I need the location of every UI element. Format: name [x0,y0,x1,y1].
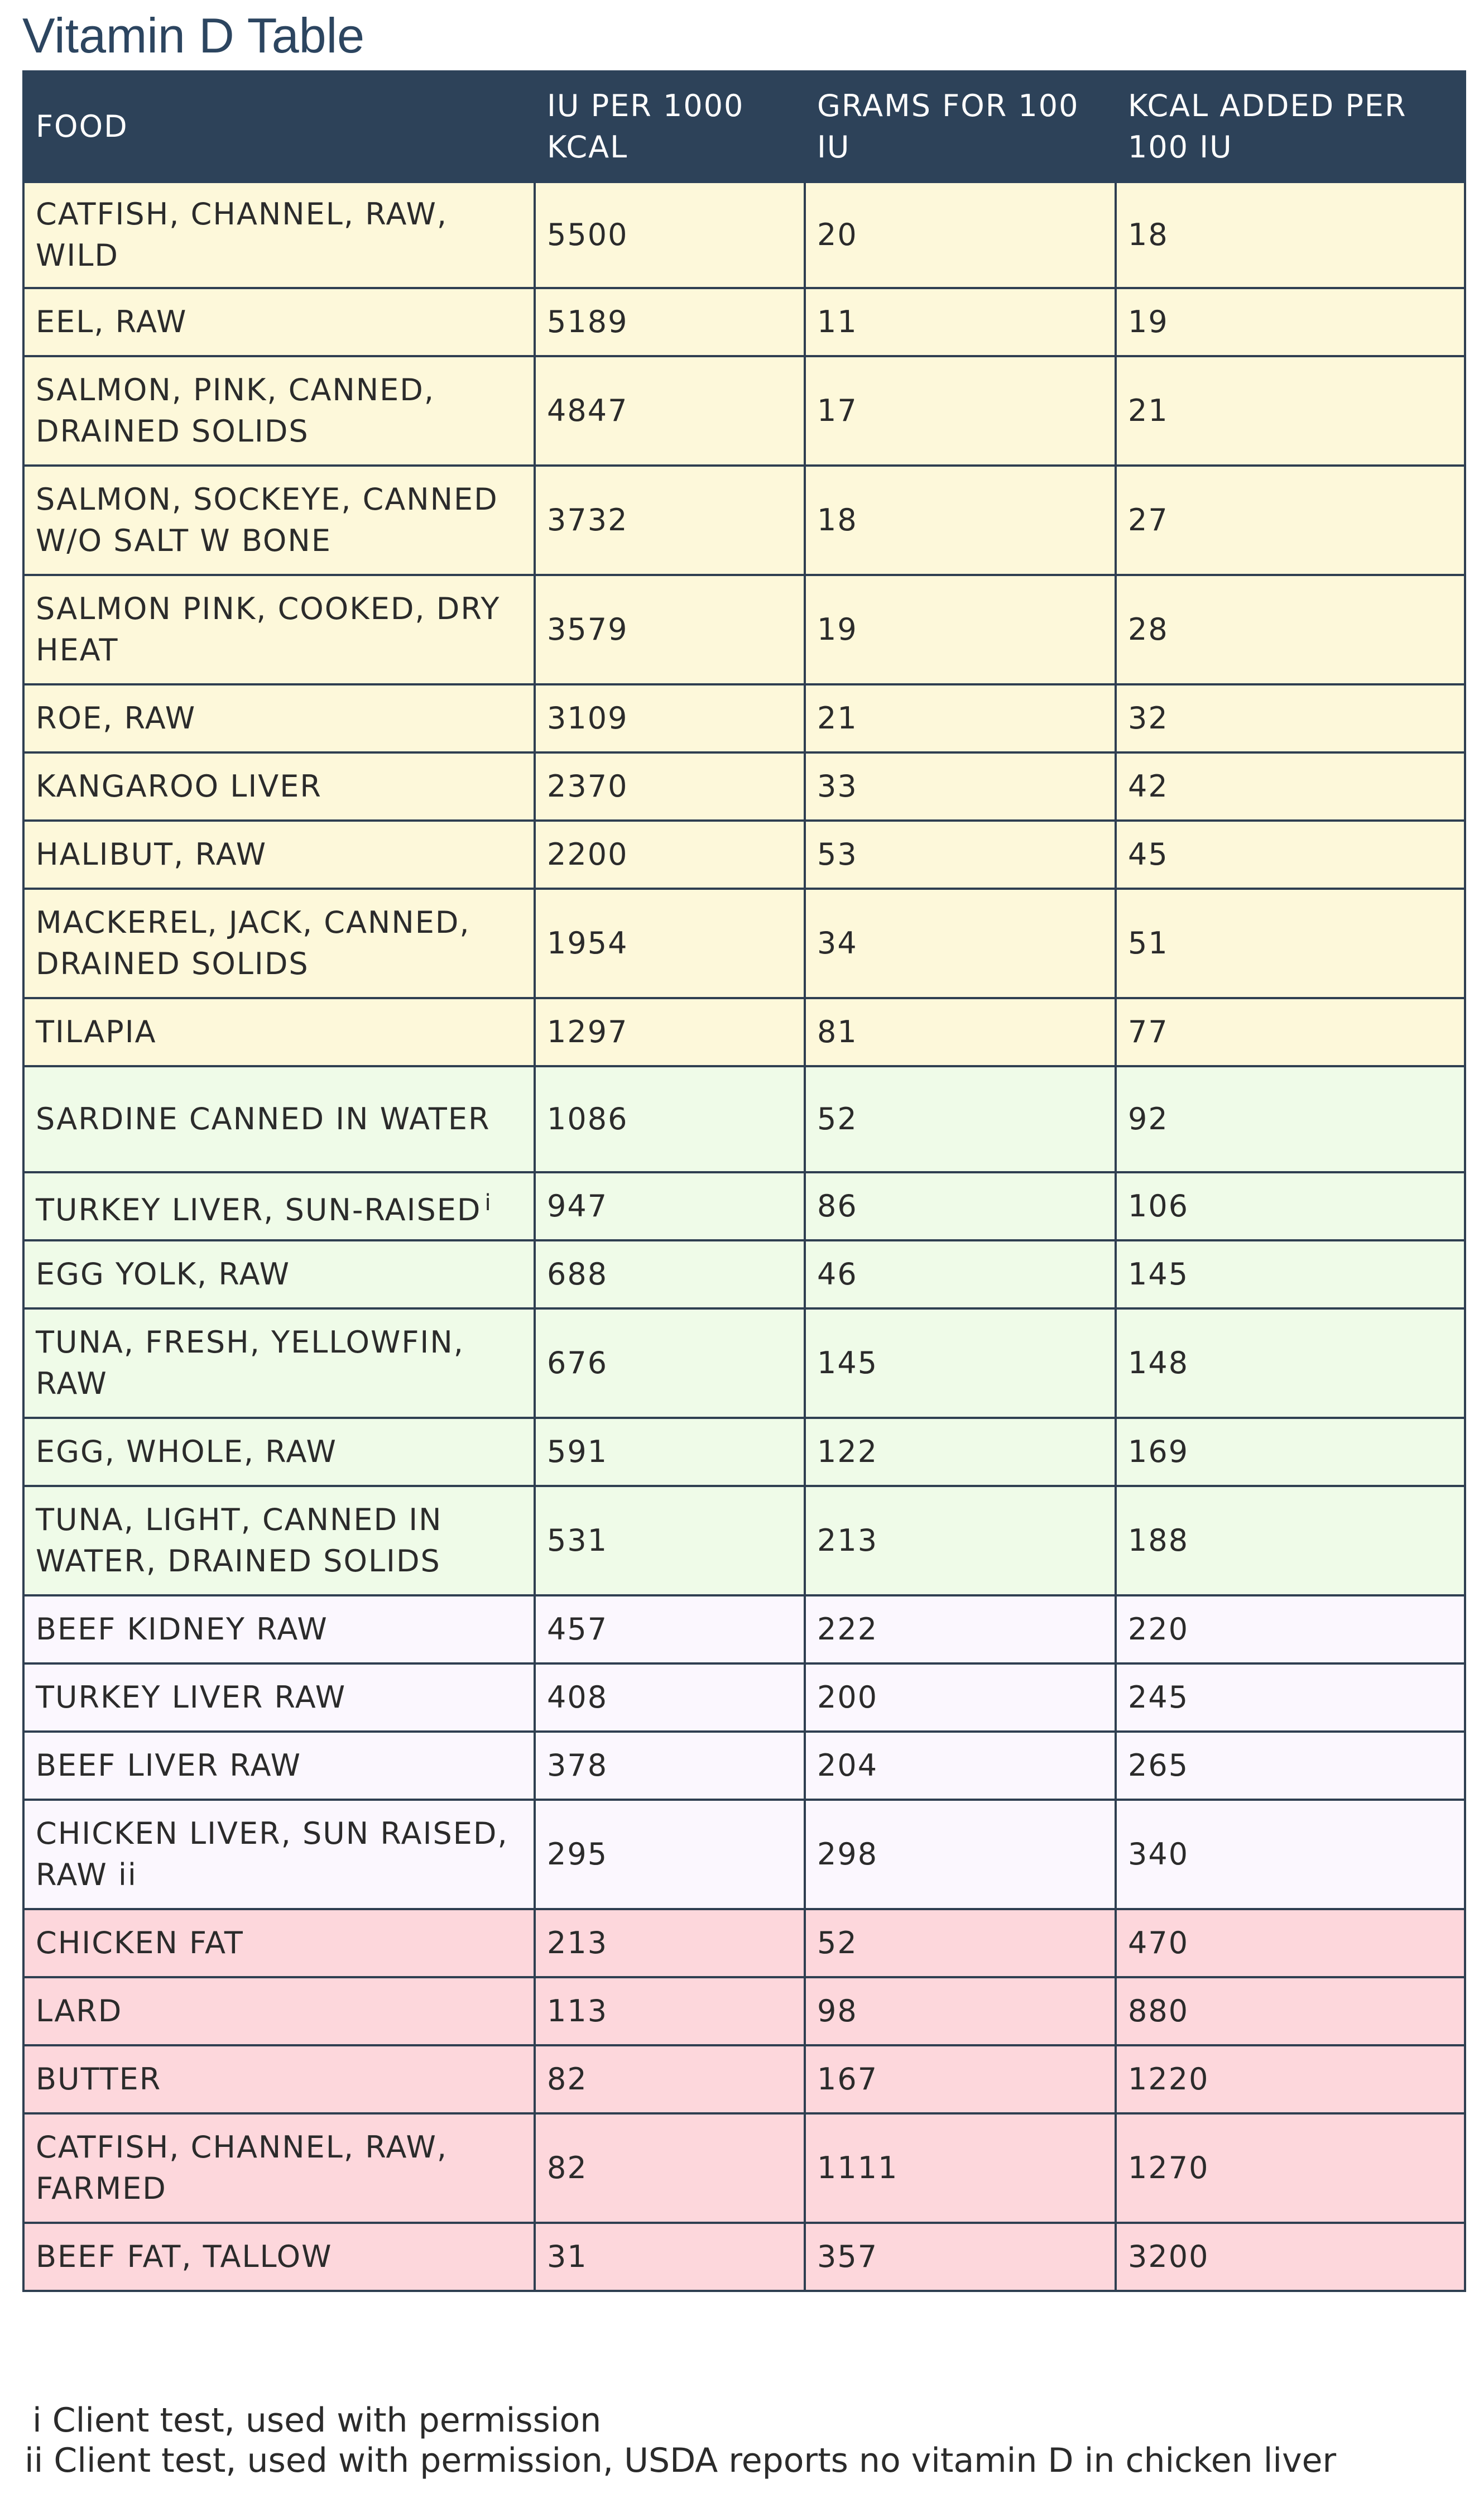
cell-iu: 591 [535,1418,805,1486]
cell-iu: 82 [535,2113,805,2223]
food-name: TURKEY LIVER, SUN-RAISED [36,1192,482,1228]
cell-iu: 82 [535,2045,805,2113]
cell-food: ROE, RAW [23,684,535,752]
cell-food: SALMON PINK, COOKED, DRY HEAT [23,575,535,684]
cell-food: MACKEREL, JACK, CANNED, DRAINED SOLIDS [23,889,535,998]
cell-food: TUNA, FRESH, YELLOWFIN, RAW [23,1308,535,1418]
cell-kcal: 220 [1116,1595,1465,1663]
cell-iu: 3732 [535,466,805,575]
cell-food: LARD [23,1977,535,2045]
table-row [23,2223,1465,2291]
cell-food: SARDINE CANNED IN WATER [23,1066,535,1172]
cell-grams: 11 [805,288,1116,356]
cell-iu: 2370 [535,752,805,821]
table-row [23,1418,1465,1486]
cell-kcal: 880 [1116,1977,1465,2045]
cell-iu: 295 [535,1800,805,1909]
cell-iu: 5189 [535,288,805,356]
cell-kcal: 32 [1116,684,1465,752]
table-row [23,752,1465,821]
cell-iu: 378 [535,1732,805,1800]
cell-grams: 357 [805,2223,1116,2291]
cell-grams: 167 [805,2045,1116,2113]
cell-iu: 3579 [535,575,805,684]
cell-grams: 20 [805,182,1116,288]
cell-kcal: 51 [1116,889,1465,998]
table-header-row [23,71,1465,182]
table-row [23,575,1465,684]
cell-kcal: 92 [1116,1066,1465,1172]
table-row [23,684,1465,752]
cell-kcal: 77 [1116,998,1465,1066]
cell-food: EGG, WHOLE, RAW [23,1418,535,1486]
cell-kcal: 21 [1116,356,1465,466]
cell-grams: 145 [805,1308,1116,1418]
cell-iu: 1954 [535,889,805,998]
cell-iu: 213 [535,1909,805,1977]
cell-food: CATFISH, CHANNEL, RAW, FARMED [23,2113,535,2223]
table-row [23,1172,1465,1240]
cell-kcal: 19 [1116,288,1465,356]
table-row [23,356,1465,466]
cell-grams: 81 [805,998,1116,1066]
footnotes [25,2400,1336,2481]
cell-food: SALMON, PINK, CANNED, DRAINED SOLIDS [23,356,535,466]
column-header-grams-for-100-iu: GRAMS FOR 100 IU [805,71,1116,182]
cell-food: HALIBUT, RAW [23,821,535,889]
cell-grams: 298 [805,1800,1116,1909]
table-row [23,1308,1465,1418]
cell-iu: 113 [535,1977,805,2045]
cell-food: BEEF FAT, TALLOW [23,2223,535,2291]
table-row [23,1909,1465,1977]
cell-iu: 947 [535,1172,805,1240]
cell-food: TURKEY LIVER RAW [23,1663,535,1732]
table-row [23,1800,1465,1909]
cell-grams: 200 [805,1663,1116,1732]
cell-grams: 53 [805,821,1116,889]
cell-iu: 5500 [535,182,805,288]
cell-grams: 86 [805,1172,1116,1240]
cell-kcal: 28 [1116,575,1465,684]
cell-grams: 21 [805,684,1116,752]
table-row [23,821,1465,889]
cell-food: BEEF KIDNEY RAW [23,1595,535,1663]
cell-kcal: 18 [1116,182,1465,288]
footnote-i: i Client test, used with permission [32,2401,602,2440]
table-row [23,998,1465,1066]
cell-food: TUNA, LIGHT, CANNED IN WATER, DRAINED SOLIDS [23,1486,535,1595]
cell-kcal: 188 [1116,1486,1465,1595]
cell-grams: 33 [805,752,1116,821]
cell-kcal: 245 [1116,1663,1465,1732]
cell-food: CATFISH, CHANNEL, RAW, WILD [23,182,535,288]
column-header-food: FOOD [23,71,535,182]
cell-food: EEL, RAW [23,288,535,356]
cell-iu: 531 [535,1486,805,1595]
cell-food: SALMON, SOCKEYE, CANNED W/O SALT W BONE [23,466,535,575]
table-row [23,1663,1465,1732]
cell-food: CHICKEN LIVER, SUN RAISED, RAW ii [23,1800,535,1909]
column-header-iu-per-1000-kcal: IU PER 1000 KCAL [535,71,805,182]
cell-food: EGG YOLK, RAW [23,1240,535,1308]
cell-grams: 222 [805,1595,1116,1663]
cell-food: TILAPIA [23,998,535,1066]
table-row [23,1595,1465,1663]
cell-kcal: 1220 [1116,2045,1465,2113]
vitamin-d-table [22,70,1466,2292]
cell-iu: 1086 [535,1066,805,1172]
cell-iu: 457 [535,1595,805,1663]
footnote-marker: i [484,1190,491,1216]
cell-grams: 52 [805,1066,1116,1172]
page-title: Vitamin D Table [22,8,365,63]
cell-iu: 688 [535,1240,805,1308]
cell-iu: 3109 [535,684,805,752]
cell-iu: 676 [535,1308,805,1418]
cell-grams: 122 [805,1418,1116,1486]
cell-food: BUTTER [23,2045,535,2113]
cell-iu: 4847 [535,356,805,466]
cell-grams: 46 [805,1240,1116,1308]
cell-kcal: 265 [1116,1732,1465,1800]
table-row [23,1732,1465,1800]
table-row [23,288,1465,356]
cell-grams: 1111 [805,2113,1116,2223]
cell-grams: 19 [805,575,1116,684]
cell-iu: 31 [535,2223,805,2291]
table-row [23,1240,1465,1308]
table-row [23,2045,1465,2113]
cell-kcal: 145 [1116,1240,1465,1308]
cell-kcal: 169 [1116,1418,1465,1486]
cell-kcal: 106 [1116,1172,1465,1240]
table-row [23,466,1465,575]
cell-kcal: 1270 [1116,2113,1465,2223]
cell-grams: 204 [805,1732,1116,1800]
cell-grams: 213 [805,1486,1116,1595]
table-row [23,1486,1465,1595]
cell-iu: 408 [535,1663,805,1732]
cell-food: KANGAROO LIVER [23,752,535,821]
cell-iu: 1297 [535,998,805,1066]
cell-grams: 52 [805,1909,1116,1977]
cell-kcal: 148 [1116,1308,1465,1418]
cell-kcal: 45 [1116,821,1465,889]
cell-kcal: 42 [1116,752,1465,821]
cell-kcal: 340 [1116,1800,1465,1909]
cell-food [23,1172,535,1240]
cell-grams: 17 [805,356,1116,466]
cell-food: BEEF LIVER RAW [23,1732,535,1800]
cell-iu: 2200 [535,821,805,889]
cell-kcal: 27 [1116,466,1465,575]
column-header-kcal-added-per-100-iu: KCAL ADDED PER 100 IU [1116,71,1465,182]
cell-kcal: 470 [1116,1909,1465,1977]
cell-grams: 18 [805,466,1116,575]
table-row [23,1066,1465,1172]
cell-food: CHICKEN FAT [23,1909,535,1977]
cell-kcal: 3200 [1116,2223,1465,2291]
table-row [23,182,1465,288]
table-row [23,889,1465,998]
table-row [23,2113,1465,2223]
table-row [23,1977,1465,2045]
cell-grams: 34 [805,889,1116,998]
cell-grams: 98 [805,1977,1116,2045]
footnote-ii: ii Client test, used with permission, USDA reports no vitamin D in chicken liver [25,2441,1337,2480]
